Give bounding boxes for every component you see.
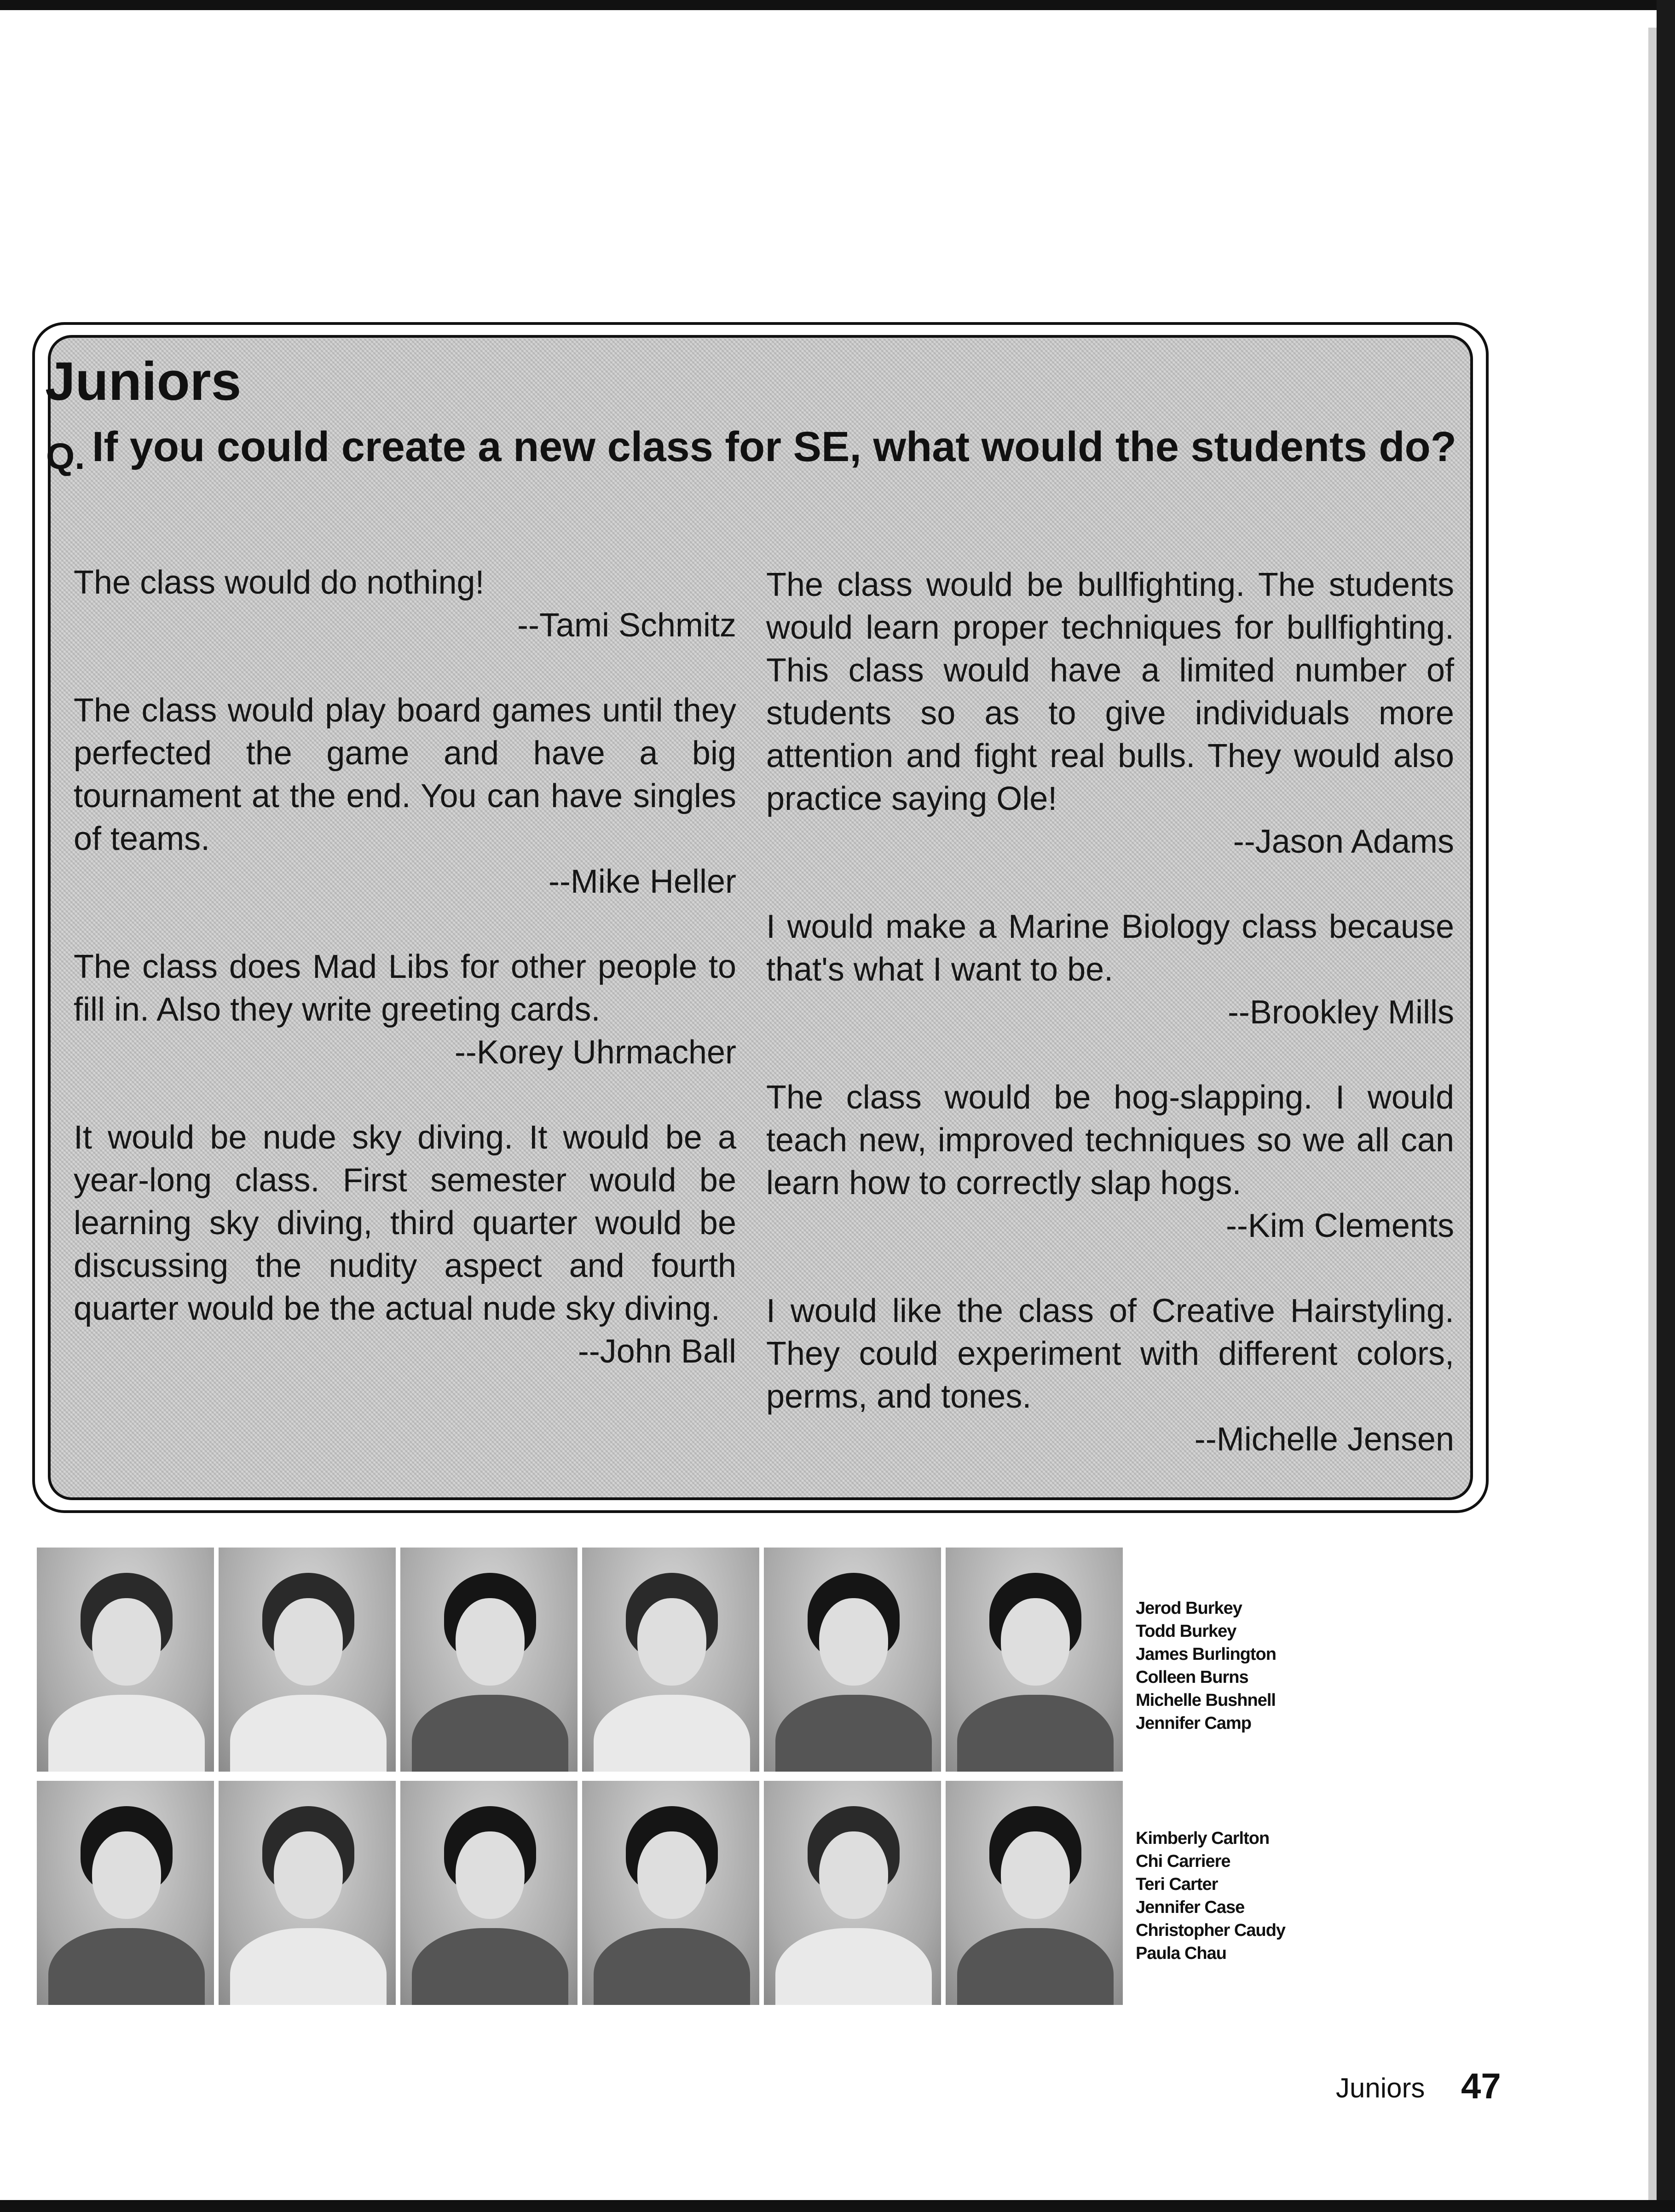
student-portrait	[582, 1781, 759, 2005]
names-list-row2	[1136, 1827, 1285, 1965]
portrait-row	[37, 1781, 1123, 2005]
portrait-row	[37, 1548, 1123, 1772]
student-portrait	[219, 1548, 396, 1772]
response-entry	[74, 689, 736, 903]
student-portrait	[764, 1781, 941, 2005]
page-bottom-edge	[0, 2200, 1675, 2212]
response-entry	[766, 1290, 1454, 1461]
response-entry	[766, 1076, 1454, 1247]
response-entry	[766, 906, 1454, 1034]
student-name: James Burlington	[1136, 1645, 1276, 1664]
response-author: --Tami Schmitz	[517, 607, 736, 644]
section-title: Juniors	[45, 351, 242, 412]
response-entry	[74, 1116, 736, 1373]
student-name: Colleen Burns	[1136, 1668, 1248, 1687]
response-text: It would be nude sky diving. It would be a year-long class. First semester would be learning sky diving, third quarter would be discussing the nudity aspect and fourth quarter would be the actual nude sky diving.	[74, 1119, 736, 1327]
student-name: Teri Carter	[1136, 1875, 1218, 1894]
student-portrait	[400, 1781, 578, 2005]
student-portrait	[37, 1781, 214, 2005]
response-author: --Mike Heller	[548, 863, 736, 900]
student-portrait	[582, 1548, 759, 1772]
student-name: Kimberly Carlton	[1136, 1829, 1270, 1848]
responses-right-column	[766, 564, 1454, 1503]
response-author: --Korey Uhrmacher	[454, 1034, 736, 1071]
question-text: If you could create a new class for SE, what would the students do?	[92, 423, 1456, 470]
response-entry	[766, 564, 1454, 863]
student-portrait	[400, 1548, 578, 1772]
response-author: --Kim Clements	[1225, 1207, 1454, 1244]
response-author: --Jason Adams	[1233, 823, 1454, 860]
response-text: The class does Mad Libs for other people to fill in. Also they write greeting cards.	[74, 948, 736, 1028]
responses-left-column	[74, 561, 736, 1415]
page-right-edge	[1657, 0, 1675, 2212]
response-text: The class would do nothing!	[74, 564, 485, 601]
response-entry	[74, 946, 736, 1074]
page-top-edge	[0, 0, 1675, 10]
response-text: I would make a Marine Biology class because that's what I want to be.	[766, 908, 1454, 988]
response-text: The class would be bullfighting. The students would learn proper techniques for bullfighting. This class would have a limited number of students so as to give individuals more attention and fight real bulls. They would also practice saying Ole!	[766, 566, 1454, 817]
response-text: The class would play board games until they perfected the game and have a big tournament at the end. You can have singles of teams.	[74, 692, 736, 857]
question-marker: Q.	[46, 436, 85, 477]
student-portrait	[946, 1548, 1123, 1772]
student-name: Jerod Burkey	[1136, 1599, 1242, 1618]
page-number: 47	[1461, 2066, 1501, 2106]
student-name: Jennifer Case	[1136, 1898, 1245, 1917]
student-portrait	[219, 1781, 396, 2005]
student-portrait	[764, 1548, 941, 1772]
response-entry	[74, 561, 736, 647]
response-author: --John Ball	[578, 1333, 736, 1370]
student-name: Chi Carriere	[1136, 1852, 1230, 1871]
response-author: --Brookley Mills	[1227, 994, 1454, 1031]
student-portrait	[37, 1548, 214, 1772]
student-name: Jennifer Camp	[1136, 1714, 1251, 1733]
names-list-row1	[1136, 1597, 1276, 1735]
student-portrait	[946, 1781, 1123, 2005]
page-binding-shadow	[1648, 28, 1657, 2212]
student-name: Michelle Bushnell	[1136, 1691, 1276, 1710]
response-text: I would like the class of Creative Hairstyling. They could experiment with different colors, perms, and tones.	[766, 1293, 1454, 1415]
student-name: Todd Burkey	[1136, 1622, 1236, 1641]
response-author: --Michelle Jensen	[1194, 1421, 1454, 1458]
student-name: Christopher Caudy	[1136, 1921, 1286, 1940]
response-text: The class would be hog-slapping. I would teach new, improved techniques so we all can learn how to correctly slap hogs.	[766, 1079, 1454, 1201]
student-name: Paula Chau	[1136, 1944, 1226, 1963]
footer-section-label: Juniors	[1336, 2073, 1425, 2103]
